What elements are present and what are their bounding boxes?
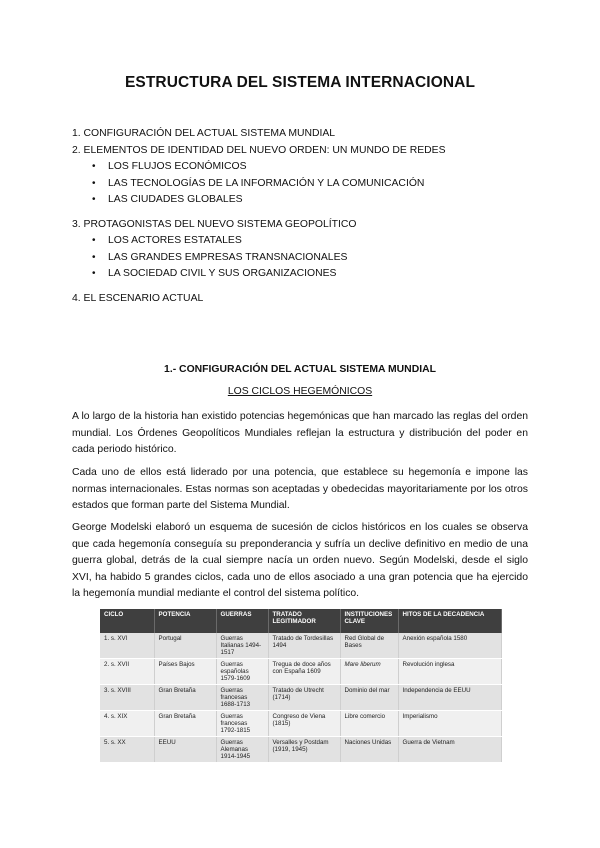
toc-item-2-sublist: [72, 159, 542, 209]
toc-subitem: • LOS FLUJOS ECONÓMICOS: [92, 159, 542, 176]
toc-item-3-sublist: [72, 233, 542, 283]
table-cell: Red Global de Bases: [340, 633, 398, 659]
table-cell: Guerras Italianas 1494-1517: [216, 633, 268, 659]
toc-subitem: • LOS ACTORES ESTATALES: [92, 233, 542, 250]
bullet-icon: •: [92, 268, 96, 279]
table-row: [100, 685, 501, 711]
table-cell: 2. s. XVII: [100, 659, 154, 685]
table-cell: Tratado de Utrecht (1714): [268, 685, 340, 711]
section-subtitle: LOS CICLOS HEGEMÓNICOS: [227, 386, 373, 397]
table-cell: Gran Bretaña: [154, 685, 216, 711]
table-cell: Guerras españolas 1579-1609: [216, 659, 268, 685]
table-cell: Países Bajos: [154, 659, 216, 685]
table-row: [100, 711, 501, 737]
table-cell: Tratado de Tordesillas 1494: [268, 633, 340, 659]
toc-subitem: • LAS CIUDADES GLOBALES: [92, 192, 542, 209]
table-cell: 5. s. XX: [100, 737, 154, 763]
bullet-icon: •: [92, 177, 96, 189]
bullet-icon: •: [92, 161, 96, 172]
table-cell: Congreso de Viena (1815): [268, 711, 340, 737]
table-header-cell: INSTITUCIONES CLAVE: [340, 609, 398, 633]
hegemonic-cycles-table: [100, 609, 502, 763]
table-row: [100, 633, 501, 659]
paragraph-2: Cada uno de ellos está liderado por una potencia, que establece su hegemonía e impone las normas internacionales. Estas normas son aceptadas y obedecidas mayoritariamente por los otros estados que forman parte del Sistema Mundial.: [72, 467, 528, 512]
table-cell: Revolución inglesa: [398, 659, 501, 685]
table-cell: Guerras francesas 1792-1815: [216, 711, 268, 737]
table-cell: Mare liberum: [340, 659, 398, 685]
table-row: [100, 659, 501, 685]
table-cell: 3. s. XVIII: [100, 685, 154, 711]
bullet-icon: •: [92, 194, 96, 205]
section-title: 1.- CONFIGURACIÓN DEL ACTUAL SISTEMA MUNDIAL: [164, 364, 436, 375]
table-header-cell: HITOS DE LA DECADENCIA: [398, 609, 501, 633]
toc-item-2: 2. ELEMENTOS DE IDENTIDAD DEL NUEVO ORDEN: UN MUNDO DE REDES: [72, 144, 446, 156]
table-header-cell: CICLO: [100, 609, 154, 633]
table-cell: Versalles y Postdam (1919, 1945): [268, 737, 340, 763]
toc-subitem: • LAS TECNOLOGÍAS DE LA INFORMACIÓN Y LA COMUNICACIÓN: [92, 176, 542, 193]
table-cell: Independencia de EEUU: [398, 685, 501, 711]
toc-item-1: 1. CONFIGURACIÓN DEL ACTUAL SISTEMA MUNDIAL: [72, 128, 336, 139]
toc-item-4: 4. EL ESCENARIO ACTUAL: [72, 292, 204, 304]
table-cell: Dominio del mar: [340, 685, 398, 711]
bullet-icon: •: [92, 251, 96, 263]
document-title: ESTRUCTURA DEL SISTEMA INTERNACIONAL: [124, 74, 476, 91]
table-cell: 1. s. XVI: [100, 633, 154, 659]
toc-subitem: • LAS GRANDES EMPRESAS TRANSNACIONALES: [92, 250, 542, 267]
table-cell: Guerra de Vietnam: [398, 737, 501, 763]
paragraph-3: George Modelski elaboró un esquema de sucesión de ciclos históricos en los cuales se observa que cada hegemonía conseguía su preponderancia y sufría un declive definitivo en medio de una guerra global, detrás de la cual siempre nacía un orden nuevo. Según Modelski, desde el siglo XVI, ha habido 5 grandes ciclos, cada uno de ellos asociado a una gran potencia que ha ejercido la hegemonía mundial mediante el control del sistema político.: [72, 522, 528, 600]
table-cell: EEUU: [154, 737, 216, 763]
toc-item-3: 3. PROTAGONISTAS DEL NUEVO SISTEMA GEOPOLÍTICO: [72, 218, 357, 230]
table-row: [100, 737, 501, 763]
table-cell: Gran Bretaña: [154, 711, 216, 737]
table-header-cell: GUERRAS: [216, 609, 268, 633]
table-cell: Libre comercio: [340, 711, 398, 737]
table-header-cell: TRATADO LEGITIMADOR: [268, 609, 340, 633]
table-of-contents: [72, 126, 542, 307]
paragraph-1: A lo largo de la historia han existido potencias hegemónicas que han marcado las reglas del orden mundial. Los Órdenes Geopolíticos Mundiales reflejan la estructura y distribución del poder en cada periodo histórico.: [72, 411, 528, 456]
table-cell: Imperialismo: [398, 711, 501, 737]
table-header-cell: POTENCIA: [154, 609, 216, 633]
bullet-icon: •: [92, 235, 96, 246]
table-cell: 4. s. XIX: [100, 711, 154, 737]
table-cell: Tregua de doce años con España 1609: [268, 659, 340, 685]
table-cell: Portugal: [154, 633, 216, 659]
table-header-row: [100, 609, 501, 633]
table-cell: Naciones Unidas: [340, 737, 398, 763]
toc-subitem: • LA SOCIEDAD CIVIL Y SUS ORGANIZACIONES: [92, 266, 542, 283]
table-cell: Anexión española 1580: [398, 633, 501, 659]
table-cell: Guerras francesas 1688-1713: [216, 685, 268, 711]
table-cell: Guerras Alemanas 1914-1945: [216, 737, 268, 763]
